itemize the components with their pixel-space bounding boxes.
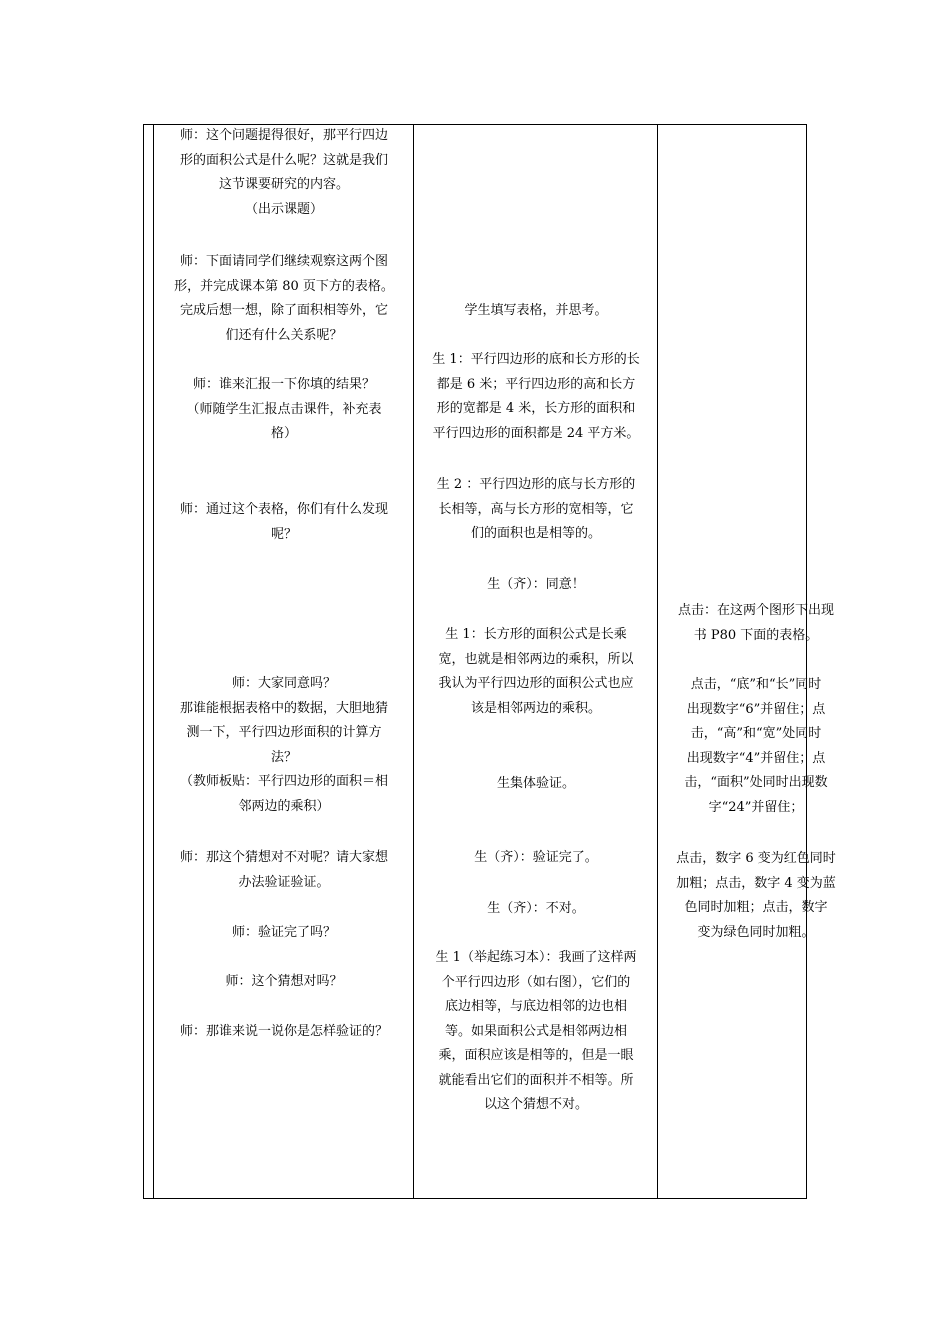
teacher-column	[160, 124, 408, 1197]
text-line: 底边相等，与底边相邻的边也相	[444, 999, 627, 1014]
text-line: 邻两边的乘积）	[238, 798, 330, 814]
text-line: 们还有什么关系呢？	[225, 327, 343, 343]
text-line: 变为绿色同时加粗。	[697, 924, 815, 940]
table-border-left-inner	[153, 124, 154, 1198]
text-line: 师：这个问题提得很好，那平行四边	[179, 128, 388, 143]
text-line: 生 1：长方形的面积公式是长乘	[445, 627, 627, 642]
text-line: 师：谁来汇报一下你填的结果？	[192, 377, 375, 392]
text-line: 生 1：平行四边形的底和长方形的长	[432, 352, 640, 367]
text-line: 师：通过这个表格，你们有什么发现	[179, 502, 388, 517]
text-line: （师随学生汇报点击课件，补充表	[186, 401, 382, 417]
text-line: 宽，也就是相邻两边的乘积，所以	[438, 651, 634, 667]
student-paragraph	[418, 772, 654, 797]
text-line: 师：下面请同学们继续观察这两个图	[179, 254, 388, 269]
text-line: 就能看出它们的面积并不相等。所	[438, 1072, 634, 1088]
teacher-paragraph	[160, 970, 408, 995]
text-line: 生（齐）：不对。	[487, 901, 585, 916]
text-line: 生（齐）：同意！	[487, 577, 585, 592]
text-line: 形的面积公式是什么呢？这就是我们	[179, 152, 388, 168]
text-line: 我认为平行四边形的面积公式也应	[438, 676, 634, 691]
teacher-paragraph	[160, 250, 408, 348]
courseware-note	[662, 599, 850, 648]
text-line: （教师板贴：平行四边形的面积＝相	[179, 774, 388, 789]
text-line: 色同时加粗；点击，数字	[684, 900, 828, 915]
text-line: 师：大家同意吗？	[231, 676, 336, 691]
text-line: 生（齐）：验证完了。	[474, 850, 598, 865]
student-paragraph	[418, 299, 654, 324]
student-paragraph	[418, 348, 654, 446]
teacher-paragraph	[160, 124, 408, 222]
student-paragraph	[418, 897, 654, 922]
teacher-paragraph	[160, 373, 408, 447]
text-line: 击，“面积”处同时出现数	[684, 775, 828, 790]
text-line: 法？	[270, 749, 297, 765]
student-paragraph	[418, 573, 654, 598]
text-line: 师：这个猜想对吗？	[225, 974, 343, 989]
text-line: 点击：在这两个图形下出现	[677, 603, 834, 618]
text-line: 个平行四边形（如右图），它们的	[441, 974, 631, 990]
text-line: 加粗；点击，数字 4 变为蓝	[676, 875, 836, 891]
text-line: （出示课题）	[244, 201, 323, 217]
text-line: 呢？	[270, 526, 297, 542]
text-line: 以这个猜想不对。	[483, 1097, 588, 1112]
courseware-note	[662, 847, 850, 945]
teacher-paragraph	[160, 846, 408, 895]
teacher-paragraph	[160, 1020, 408, 1045]
text-line: 长相等，高与长方形的宽相等，它	[438, 501, 634, 517]
text-line: 师：那谁来说一说你是怎样验证的？	[179, 1024, 388, 1039]
text-line: 师：那这个猜想对不对呢？请大家想	[179, 850, 388, 865]
text-line: 形，并完成课本第 80 页下方的表格。	[174, 278, 394, 294]
text-line: 等。如果面积公式是相邻两边相	[444, 1023, 627, 1039]
text-line: 都是 6 米；平行四边形的高和长方	[436, 376, 636, 392]
text-line: 形的宽都是 4 米，长方形的面积和	[436, 401, 636, 416]
text-line: 出现数字“4”并留住；点	[686, 750, 826, 766]
column-divider-1	[413, 124, 414, 1198]
text-line: 点击，数字 6 变为红色同时	[676, 851, 836, 866]
teacher-paragraph	[160, 921, 408, 946]
text-line: 那谁能根据表格中的数据，大胆地猜	[179, 700, 388, 716]
text-line: 字“24”并留住；	[708, 799, 804, 815]
student-paragraph	[418, 623, 654, 721]
text-line: 该是相邻两边的乘积。	[470, 700, 601, 716]
text-line: 点击，“底”和“长”同时	[690, 677, 822, 692]
text-line: 测一下，平行四边形面积的计算方	[186, 725, 382, 740]
text-line: 学生填写表格，并思考。	[464, 303, 608, 318]
teacher-paragraph	[160, 672, 408, 819]
table-border-left-outer	[143, 124, 144, 1198]
student-paragraph	[418, 846, 654, 871]
text-line: 们的面积也是相等的。	[470, 526, 601, 541]
text-line: 平行四边形的面积都是 24 平方米。	[432, 425, 640, 441]
text-line: 生集体验证。	[496, 776, 575, 791]
text-line: 生 1（举起练习本）：我画了这样两	[435, 950, 637, 965]
student-paragraph	[418, 946, 654, 1118]
table-border-right	[806, 124, 807, 1198]
text-line: 书 P80 下面的表格。	[693, 627, 819, 643]
text-line: 师：验证完了吗？	[231, 925, 336, 940]
text-line: 完成后想一想，除了面积相等外，它	[179, 303, 388, 318]
text-line: 乘，面积应该是相等的，但是一眼	[438, 1048, 634, 1063]
student-paragraph	[418, 473, 654, 547]
text-line: 格）	[270, 426, 297, 441]
courseware-note	[662, 673, 850, 820]
text-line: 出现数字“6”并留住；点	[686, 701, 826, 717]
text-line: 生 2 ：平行四边形的底与长方形的	[436, 477, 636, 492]
text-line: 办法验证验证。	[238, 874, 330, 890]
student-column	[418, 124, 654, 1197]
text-line: 这节课要研究的内容。	[218, 177, 349, 192]
text-line: 击，“高”和“宽”处同时	[690, 726, 822, 741]
column-divider-2	[657, 124, 658, 1198]
teacher-paragraph	[160, 498, 408, 547]
